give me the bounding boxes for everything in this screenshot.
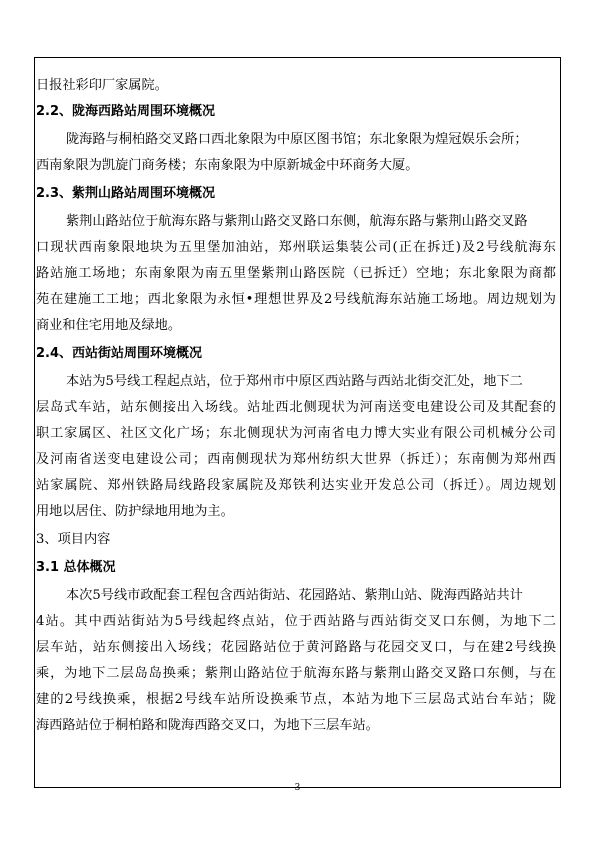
section-heading-3: 3、项目内容 bbox=[36, 532, 111, 547]
body-line: 用地以居住、防护绿地用地为主。 bbox=[36, 504, 234, 519]
body-line: 苑在建施工工地；西北象限为永恒•理想世界及2号线航海东站施工场地。周边规划为 bbox=[36, 292, 556, 307]
page-number: — 3 — bbox=[282, 783, 313, 793]
body-line: 商业和住宅用地及绿地。 bbox=[36, 318, 182, 333]
body-line: 建的2号线换乘，根据2号线车站所设换乘节点，本站为地下三层岛式站台车站；陇 bbox=[36, 692, 556, 707]
body-line: 站家属院、郑州铁路局线路段家属院及郑铁利达实业开发总公司（拆迁）。周边规划 bbox=[36, 478, 556, 493]
body-line: 紫荆山路站位于航海东路与紫荆山路交叉路口东侧，航海东路与紫荆山路交叉路 bbox=[66, 214, 528, 229]
section-heading-2-2: 2.2、陇海西路站周围环境概况 bbox=[36, 104, 216, 119]
section-heading-2-4: 2.4、西站街站周围环境概况 bbox=[36, 346, 203, 361]
body-line: 西南象限为凯旋门商务楼；东南象限为中原新城金中环商务大厦。 bbox=[36, 158, 419, 173]
section-heading-3-1: 3.1 总体概况 bbox=[36, 560, 116, 575]
section-heading-2-3: 2.3、紫荆山路站周围环境概况 bbox=[36, 186, 216, 201]
body-line: 陇海路与桐柏路交叉路口西北象限为中原区图书馆；东北象限为煌冠娱乐会所； bbox=[66, 132, 528, 147]
body-line: 本次5号线市政配套工程包含西站街站、花园路站、紫荆山站、陇海西路站共计 bbox=[66, 588, 523, 603]
body-line: 口现状西南象限地块为五里堡加油站，郑州联运集装公司(正在拆迁)及2号线航海东 bbox=[36, 240, 556, 255]
body-line: 职工家属区、社区文化广场；东北侧现状为河南省电力博大实业有限公司机械分公司 bbox=[36, 426, 556, 441]
body-line: 乘，为地下二层岛岛换乘；紫荆山路站位于航海东路与紫荆山路交叉路口东侧，与在 bbox=[36, 666, 556, 681]
body-line: 海西路站位于桐柏路和陇海西路交叉口，为地下三层车站。 bbox=[36, 718, 379, 733]
body-line: 日报社彩印厂家属院。 bbox=[36, 78, 168, 93]
body-line: 层车站，站东侧接出入场线；花园路站位于黄河路路与花园交叉口，与在建2号线换 bbox=[36, 640, 556, 655]
body-line: 4站。其中西站街站为5号线起终点站，位于西站路与西站街交叉口东侧，为地下二 bbox=[36, 614, 556, 629]
body-line: 路站施工场地；东南象限为南五里堡紫荆山路医院（已拆迁）空地；东北象限为商都 bbox=[36, 266, 556, 281]
body-line: 本站为5号线工程起点站，位于郑州市中原区西站路与西站北街交汇处，地下二 bbox=[66, 374, 523, 389]
body-line: 层岛式车站，站东侧接出入场线。站址西北侧现状为河南送变电建设公司及其配套的 bbox=[36, 400, 556, 415]
body-line: 及河南省送变电建设公司；西南侧现状为郑州纺织大世界（拆迁）；东南侧为郑州西 bbox=[36, 452, 556, 467]
